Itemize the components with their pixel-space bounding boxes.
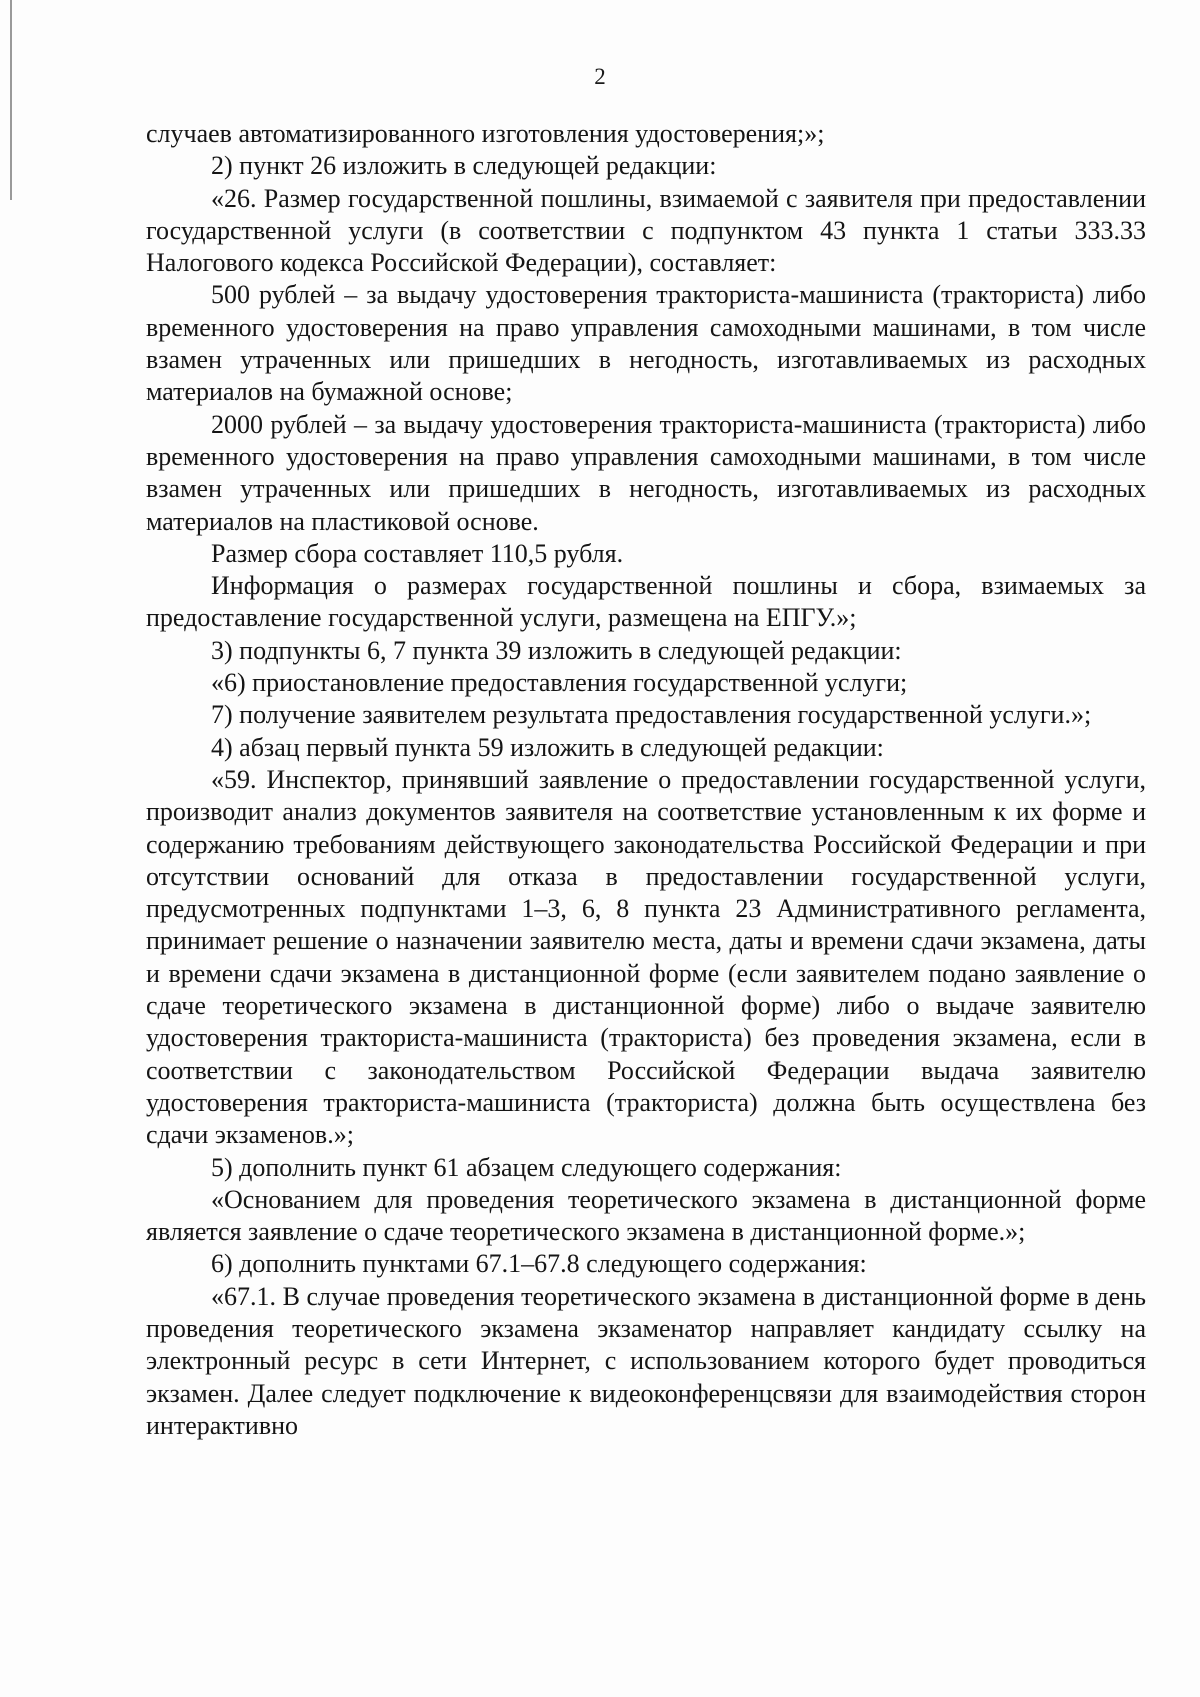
scan-edge-line xyxy=(10,0,12,200)
paragraph: «Основанием для проведения теоретического экзамена в дистанционной форме является заявление о сдаче теоретического экзамена в дистанционной форме.»; xyxy=(146,1184,1146,1247)
paragraph: 2) пункт 26 изложить в следующей редакции: xyxy=(211,151,717,181)
paragraph: 7) получение заявителем результата предоставления государственной услуги.»; xyxy=(211,700,1092,730)
paragraph: 3) подпункты 6, 7 пункта 39 изложить в следующей редакции: xyxy=(211,635,902,665)
paragraph: «26. Размер государственной пошлины, взимаемой с заявителя при предоставлении государственной услуги (в соответствии с подпунктом 43 пункта 1 статьи 333.33 Налогового кодекса Российской Федерации), составляет: xyxy=(146,183,1146,278)
paragraph: «67.1. В случае проведения теоретического экзамена в дистанционной форме в день проведения теоретического экзамена экзаменатор направляет кандидату ссылку на электронный ресурс в сети Интернет, с использованием которого будет проводиться экзамен. Далее следует подключение к видеоконференцсвязи для взаимодействия сторон интерактивно xyxy=(146,1281,1146,1440)
paragraph: 5) дополнить пункт 61 абзацем следующего содержания: xyxy=(211,1152,842,1182)
paragraph: 500 рублей – за выдачу удостоверения тракториста-машиниста (тракториста) либо временного удостоверения на право управления самоходными машинами, в том числе взамен утраченных или пришедших в негодность, изготавливаемых из расходных материалов на бумажной основе; xyxy=(146,280,1146,407)
document-body xyxy=(146,118,1146,1442)
page-number: 2 xyxy=(594,64,606,89)
paragraph: Информация о размерах государственной пошлины и сбора, взимаемых за предоставление государственной услуги, размещена на ЕПГУ.»; xyxy=(146,571,1146,633)
paragraph: 4) абзац первый пункта 59 изложить в следующей редакции: xyxy=(211,732,884,762)
paragraph: 6) дополнить пунктами 67.1–67.8 следующего содержания: xyxy=(211,1249,867,1279)
paragraph: 2000 рублей – за выдачу удостоверения тракториста-машиниста (тракториста) либо временного удостоверения на право управления самоходными машинами, в том числе взамен утраченных или пришедших в негодность, изготавливаемых из расходных материалов на пластиковой основе. xyxy=(146,409,1146,536)
paragraph: «59. Инспектор, принявший заявление о предоставлении государственной услуги, производит анализ документов заявителя на соответствие установленным к их форме и содержанию требованиям действующего законодательства Российской Федерации и при отсутствии оснований для отказа в предоставлении государственной услуги, предусмотренных подпунктами 1–3, 6, 8 пункта 23 Административного регламента, принимает решение о назначении заявителю места, даты и времени сдачи экзамена, даты и времени сдачи экзамена в дистанционной форме (если заявителем подано заявление о сдаче теоретического экзамена в дистанционной форме) либо о выдаче заявителю удостоверения тракториста-машиниста (тракториста) без проведения экзамена, если в соответствии с законодательством Российской Федерации выдача заявителю удостоверения тракториста-машиниста (тракториста) должна быть осуществлена без сдачи экзаменов.»; xyxy=(146,764,1146,1150)
paragraph: случаев автоматизированного изготовления удостоверения;»; xyxy=(146,119,825,148)
paragraph: Размер сбора составляет 110,5 рубля. xyxy=(211,538,624,568)
paragraph: «6) приостановление предоставления государственной услуги; xyxy=(211,668,908,698)
